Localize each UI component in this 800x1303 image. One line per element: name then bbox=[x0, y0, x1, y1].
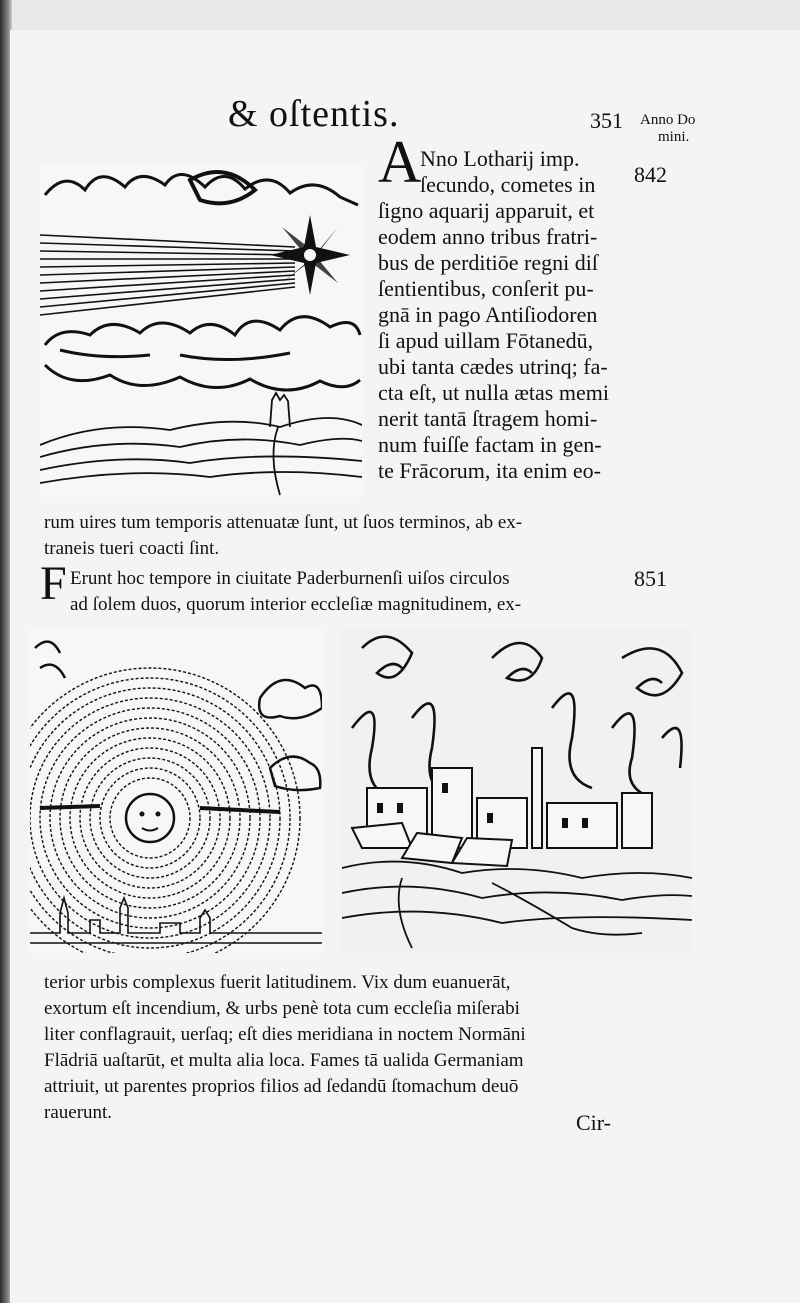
text-line: ſi apud uillam Fōtanedū, bbox=[378, 328, 594, 353]
text-line: Flādriā uaſtarūt, et multa alia loca. Fames tā ualida Germaniam bbox=[44, 1050, 524, 1071]
catchword: Cir- bbox=[576, 1110, 611, 1135]
comet-woodcut bbox=[40, 165, 362, 497]
drop-cap-f: F bbox=[40, 557, 67, 610]
text-line: rum uires tum temporis attenuatæ ſunt, ut ſuos terminos, ab ex- bbox=[44, 512, 523, 533]
margin-annotation-line1: Anno Do bbox=[640, 112, 696, 128]
text-line: Nno Lotharij imp. bbox=[420, 146, 580, 171]
text-line: traneis tueri coacti ſint. bbox=[44, 538, 220, 559]
text-line: exortum eſt incendium, & urbs penè tota cum eccleſia miſerabi bbox=[44, 998, 520, 1019]
text-line: gnā in pago Antiſiodoren bbox=[378, 302, 598, 327]
text-line: ſentientibus, conſerit pu- bbox=[378, 276, 594, 301]
text-line: te Frācorum, ita enim eo- bbox=[378, 458, 601, 483]
page-number: 351 bbox=[590, 108, 623, 133]
text-line: ſigno aquarij apparuit, et bbox=[378, 198, 595, 223]
drop-cap-a: A bbox=[378, 129, 422, 195]
text-line: Erunt hoc tempore in ciuitate Paderburnenſi uiſos circulos bbox=[70, 568, 510, 589]
margin-year-842: 842 bbox=[634, 162, 667, 187]
text-line: rauerunt. bbox=[44, 1102, 113, 1123]
text-line: nerit tantā ſtragem homi- bbox=[378, 406, 598, 431]
margin-annotation-line2: mini. bbox=[658, 129, 690, 145]
text-line: ſecundo, cometes in bbox=[420, 172, 596, 197]
burning-city-woodcut-drawing bbox=[342, 628, 692, 953]
comet-woodcut-drawing bbox=[40, 165, 362, 497]
text-line: eodem anno tribus fratri- bbox=[378, 224, 598, 249]
margin-annotation bbox=[640, 112, 695, 146]
sun-halo-woodcut bbox=[30, 628, 322, 953]
text-line: terior urbis complexus fuerit latitudinem. Vix dum euanuerāt, bbox=[44, 972, 511, 993]
running-title: & oſtentis. bbox=[228, 93, 400, 135]
text-line: num fuiſſe factam in gen- bbox=[378, 432, 602, 457]
margin-year-851: 851 bbox=[634, 566, 667, 591]
text-line: bus de perditiōe regni diſ bbox=[378, 250, 598, 275]
text-line: liter conflagrauit, uerſaq; eſt dies meridiana in noctem Normāni bbox=[44, 1024, 526, 1045]
text-line: ad ſolem duos, quorum interior eccleſiæ magnitudinem, ex- bbox=[70, 594, 522, 615]
text-line: cta eſt, ut nulla ætas memi bbox=[378, 380, 609, 405]
text-line: attriuit, ut parentes proprios filios ad ſedandū ſtomachum deuō bbox=[44, 1076, 519, 1097]
sun-halo-woodcut-drawing bbox=[30, 628, 322, 953]
burning-city-woodcut bbox=[342, 628, 692, 953]
text-line: ubi tanta cædes utrinq; fa- bbox=[378, 354, 608, 379]
